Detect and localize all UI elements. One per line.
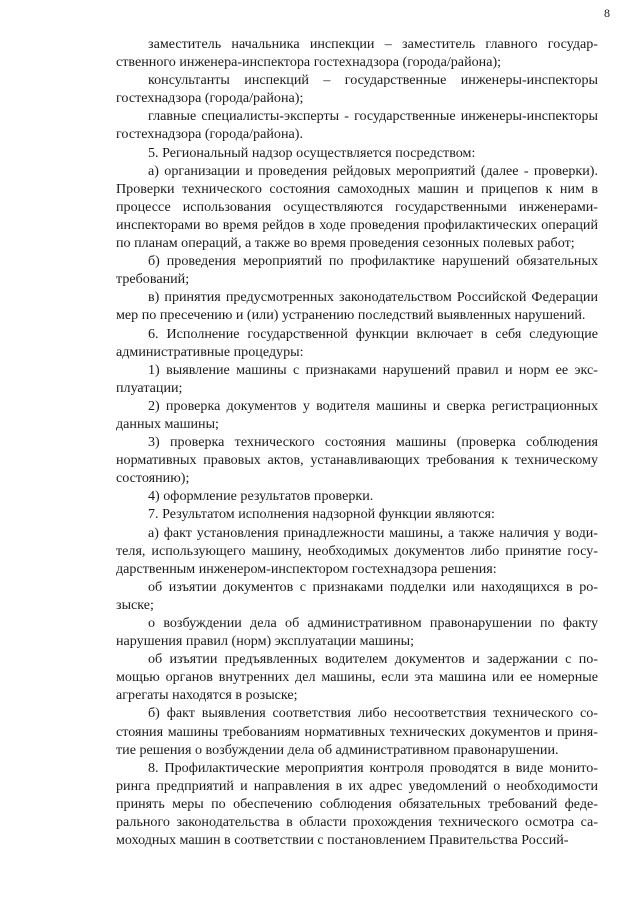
paragraph: в) принятия предусмотренных законодательством Российской Федерации мер по пресечению и (или) устранению последствий выявленных нарушений. xyxy=(116,289,598,324)
paragraph: а) факт установления принадлежности машины, а также наличия у водителя, использующего машину, необходимых документов либо принятие государственным инженером-инспектором гостехнадзора решения: xyxy=(116,524,598,577)
paragraph: об изъятии документов с признаками подделки или находящихся в розыске; xyxy=(116,578,598,613)
paragraph: 7. Результатом исполнения надзорной функции являются: xyxy=(148,506,495,523)
page-number: 8 xyxy=(604,6,610,20)
paragraph: 8. Профилактические мероприятия контроля проводятся в виде мониторинга предприятий и направления в их адрес уведомлений о необходимости принять меры по обеспечению соблюдения обязательных требований федерального законодательства в области прохождения технического осмотра самоходных машин в соответствии с постановлением Правительства Россий- xyxy=(116,759,598,849)
paragraph: б) факт выявления соответствия либо несоответствия технического состояния машины требованиям нормативных технических документов и принятие решения о возбуждении дела об административном правонарушении. xyxy=(116,705,598,758)
document-body xyxy=(116,35,598,849)
paragraph: о возбуждении дела об административном правонарушении по факту нарушения правил (норм) эксплуатации машины; xyxy=(116,615,598,650)
paragraph: 1) выявление машины с признаками нарушений правил и норм ее эксплуатации; xyxy=(116,361,598,396)
paragraph: а) организации и проведения рейдовых мероприятий (далее - проверки). Проверки технического состояния самоходных машин и прицепов к ним в процессе использования осуществляются государственными инженерами-инспекторами во время рейдов в ходе проведения профилактических операций по планам операций, а также во время проведения сезонных полевых работ; xyxy=(116,162,598,252)
paragraph: 3) проверка технического состояния машины (проверка соблюдения нормативных правовых актов, устанавливающих требования к техническому состоянию); xyxy=(116,434,598,487)
paragraph: б) проведения мероприятий по профилактике нарушений обязательных требований; xyxy=(116,253,598,288)
paragraph: 6. Исполнение государственной функции включает в себя следующие административные процедуры: xyxy=(116,325,598,360)
paragraph: 2) проверка документов у водителя машины и сверка регистрационных данных машины; xyxy=(116,397,598,432)
paragraph: консультанты инспекций – государственные инженеры-инспекторы гостехнадзора (города/района); xyxy=(116,72,598,107)
paragraph: об изъятии предъявленных водителем документов и задержании с помощью органов внутренних дел машины, если эта машина или ее номерные агрегаты находятся в розыске; xyxy=(116,651,598,704)
paragraph: главные специалисты-эксперты - государственные инженеры-инспекторы гостехнадзора (города/района). xyxy=(116,108,598,143)
paragraph: 5. Региональный надзор осуществляется посредством: xyxy=(148,144,476,161)
paragraph: заместитель начальника инспекции – заместитель главного государственного инженера-инспектора гостехнадзора (города/района); xyxy=(116,36,598,71)
paragraph: 4) оформление результатов проверки. xyxy=(148,488,374,505)
